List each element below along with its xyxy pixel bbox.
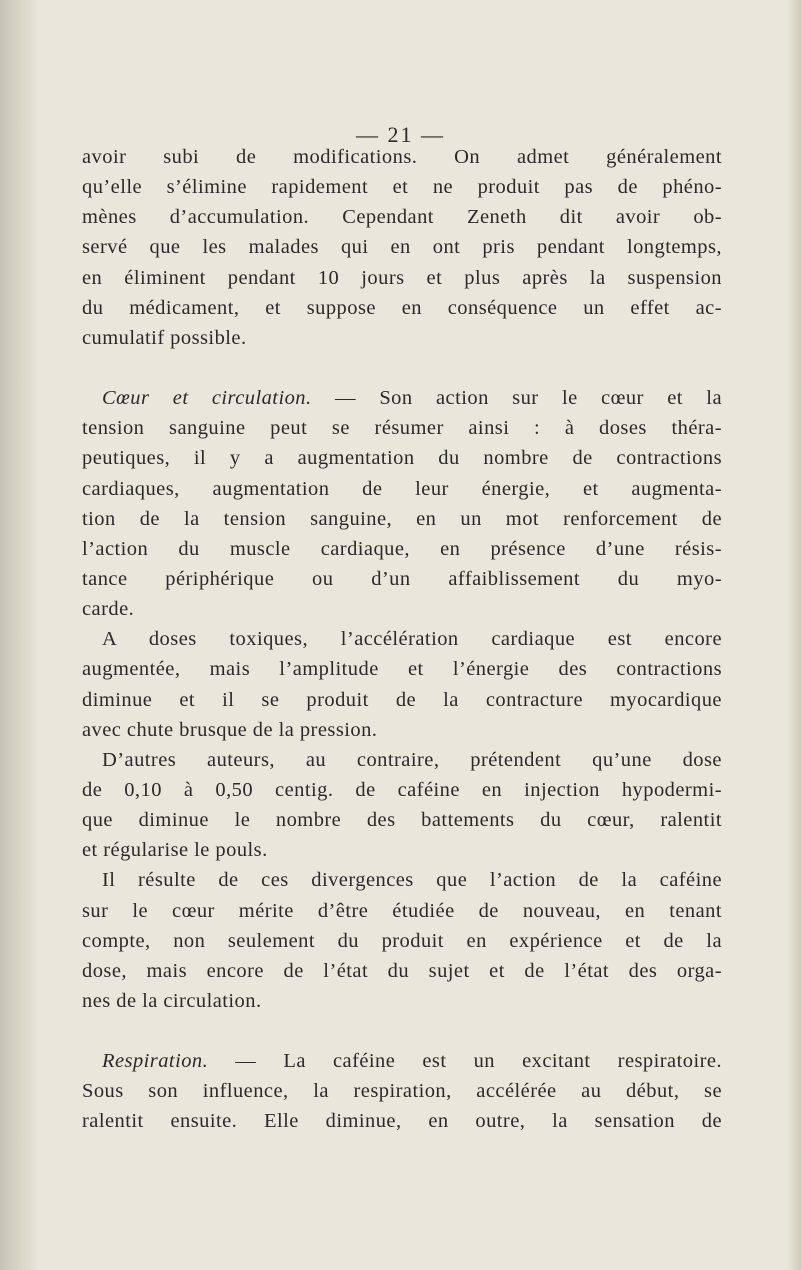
text-line: cardiaques, augmentation de leur énergie, et augmenta- xyxy=(82,478,722,500)
text-line: servé que les malades qui en ont pris pendant longtemps, xyxy=(82,236,722,258)
section-heading-respiration: Respiration. xyxy=(102,1050,209,1072)
text-line: de 0,10 à 0,50 centig. de caféine en injection hypodermi- xyxy=(82,779,722,801)
section-heading-coeur: Cœur et circulation. xyxy=(102,387,312,409)
text-line: avoir subi de modifications. On admet généralement xyxy=(82,146,722,168)
text-line: cumulatif possible. xyxy=(82,327,247,349)
text-line: que diminue le nombre des battements du cœur, ralentit xyxy=(82,809,722,831)
text-line: compte, non seulement du produit en expérience et de la xyxy=(82,930,722,952)
text-line: — La caféine est un excitant respiratoire. xyxy=(208,1050,722,1072)
text-line: tance périphérique ou d’un affaiblissement du myo- xyxy=(82,568,722,590)
text-line: diminue et il se produit de la contracture myocardique xyxy=(82,689,722,711)
section-heading-line xyxy=(102,1046,722,1076)
text-line: Il résulte de ces divergences que l’action de la caféine xyxy=(102,869,722,891)
text-line: A doses toxiques, l’accélération cardiaque est encore xyxy=(102,628,722,650)
text-line: du médicament, et suppose en conséquence un effet ac- xyxy=(82,297,722,319)
text-line: peutiques, il y a augmentation du nombre de contractions xyxy=(82,447,722,469)
text-line: tion de la tension sanguine, en un mot renforcement de xyxy=(82,508,722,530)
text-line: Sous son influence, la respiration, accélérée au début, se xyxy=(82,1080,722,1102)
text-line: mènes d’accumulation. Cependant Zeneth dit avoir ob- xyxy=(82,206,722,228)
text-line: avec chute brusque de la pression. xyxy=(82,719,378,741)
text-line: ralentit ensuite. Elle diminue, en outre, la sensation de xyxy=(82,1110,722,1132)
section-heading-line xyxy=(102,383,722,413)
page-number: — 21 — xyxy=(356,122,445,147)
text-line: carde. xyxy=(82,598,135,620)
text-line: augmentée, mais l’amplitude et l’énergie des contractions xyxy=(82,658,722,680)
text-line: nes de la circulation. xyxy=(82,990,262,1012)
text-line: sur le cœur mérite d’être étudiée de nouveau, en tenant xyxy=(82,900,722,922)
text-line: — Son action sur le cœur et la xyxy=(311,387,723,409)
text-line: l’action du muscle cardiaque, en présence d’une résis- xyxy=(82,538,722,560)
text-line: dose, mais encore de l’état du sujet et de l’état des orga- xyxy=(82,960,722,982)
text-line: qu’elle s’élimine rapidement et ne produit pas de phéno- xyxy=(82,176,722,198)
text-line: tension sanguine peut se résumer ainsi : à doses théra- xyxy=(82,417,722,439)
text-line: en éliminent pendant 10 jours et plus après la suspension xyxy=(82,267,722,289)
text-line: et régularise le pouls. xyxy=(82,839,268,861)
text-line: D’autres auteurs, au contraire, prétendent qu’une dose xyxy=(102,749,722,771)
